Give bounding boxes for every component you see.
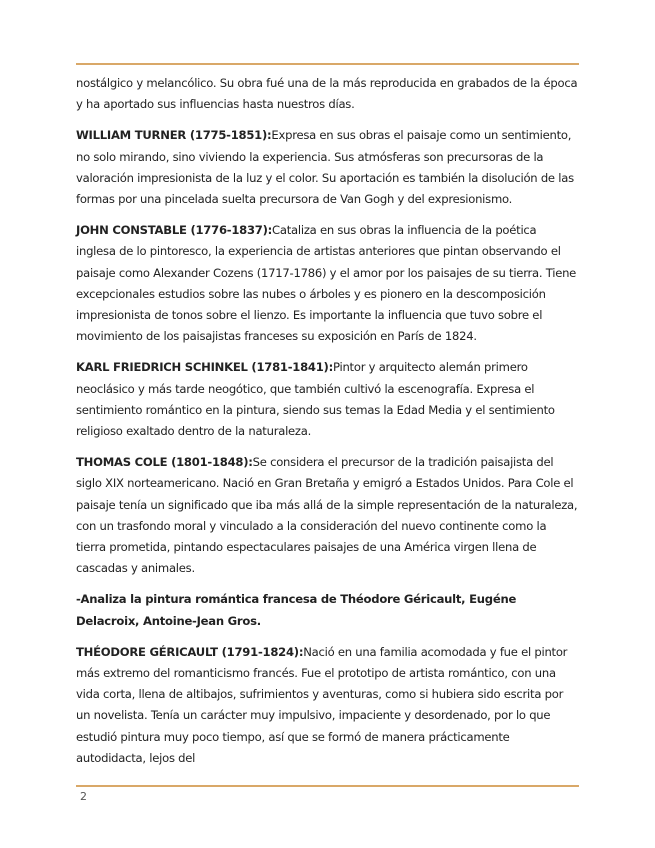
paragraph-karl-schinkel xyxy=(76,357,579,442)
paragraph-william-turner xyxy=(76,125,579,210)
artist-name-gericault: THÉODORE GÉRICAULT (1791-1824): xyxy=(76,644,304,659)
paragraph-gericault xyxy=(76,642,579,769)
footer-divider xyxy=(76,785,579,787)
intro-paragraph xyxy=(76,73,579,115)
paragraph-thomas-cole xyxy=(76,452,579,579)
artist-text-turner: Expresa en sus obras el paisaje como un sentimiento, no solo mirando, sino viviendo la experiencia. Sus atmósferas son precursoras de la valoración impresionista de la luz y el color. Su aportación es también la disolución de las formas por una pincelada suelta precursora de Van Gogh y del expresionismo. xyxy=(76,128,574,207)
page-body xyxy=(76,73,579,779)
artist-text-schinkel: Pintor y arquitecto alemán primero neoclásico y más tarde neogótico, que también cultivó la escenografía. Expresa el sentimiento romántico en la pintura, siendo sus temas la Edad Media y el sentimiento religioso exaltado dentro de la naturaleza. xyxy=(76,360,555,439)
intro-text: nostálgico y melancólico. Su obra fué una de la más reproducida en grabados de la época y ha aportado sus influencias hasta nuestros días. xyxy=(76,76,578,112)
section-heading-text: -Analiza la pintura romántica francesa de Théodore Géricault, Eugéne Delacroix, Antoine-Jean Gros. xyxy=(76,592,517,628)
artist-text-cole: Se considera el precursor de la tradición paisajista del siglo XIX norteamericano. Nació en Gran Bretaña y emigró a Estados Unidos. Para Cole el paisaje tenía un significado que iba más allá de la simple representación de la naturaleza, con un trasfondo moral y vinculado a la consideración del nuevo continente como la tierra prometida, pintando espectaculares paisajes de una América virgen llena de cascadas y animales. xyxy=(76,455,578,576)
artist-name-constable: JOHN CONSTABLE (1776-1837): xyxy=(76,223,273,238)
artist-text-gericault: Nació en una familia acomodada y fue el pintor más extremo del romanticismo francés. Fue el prototipo de artista romántico, con una vida corta, llena de altibajos, sufrimientos y aventuras, como si hubiera sido escrita por un novelista. Tenía un carácter muy impulsivo, impaciente y desordenado, por lo que estudió pintura muy poco tiempo, así que se formó de manera prácticamente autodidacta, lejos del xyxy=(76,644,568,765)
header-divider xyxy=(76,63,579,65)
page-number: 2 xyxy=(80,790,87,803)
artist-name-turner: WILLIAM TURNER (1775-1851): xyxy=(76,128,272,143)
artist-name-schinkel: KARL FRIEDRICH SCHINKEL (1781-1841): xyxy=(76,360,333,375)
paragraph-john-constable xyxy=(76,220,579,347)
section-heading xyxy=(76,589,579,631)
artist-name-cole: THOMAS COLE (1801-1848): xyxy=(76,455,253,470)
artist-text-constable: Cataliza en sus obras la influencia de la poética inglesa de lo pintoresco, la experiencia de artistas anteriores que pintan observando el paisaje como Alexander Cozens (1717-1786) y el amor por los paisajes de su tierra. Tiene excepcionales estudios sobre las nubes o árboles y es pionero en la descomposición impresionista de tonos sobre el lienzo. Es importante la influencia que tuvo sobre el movimiento de los paisajistas franceses su exposición en París de 1824. xyxy=(76,223,577,344)
